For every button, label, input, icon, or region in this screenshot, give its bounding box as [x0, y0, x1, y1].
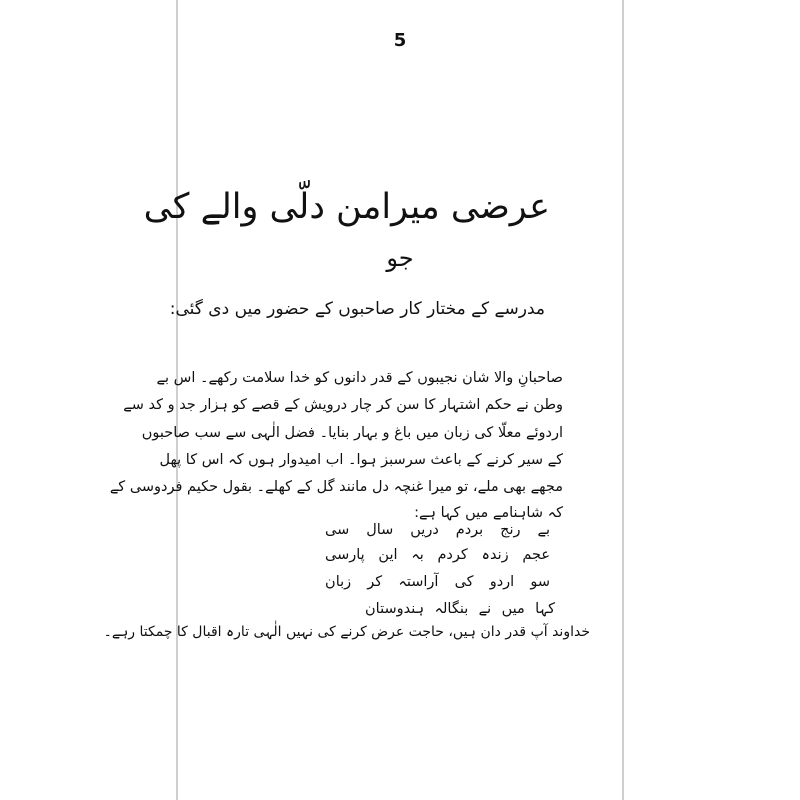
paragraph-line: مجھے بھی ملے، تو میرا غنچہ دل مانند گل کے کھلے۔ بقول حکیم فردوسی کے — [109, 479, 563, 495]
page-number: 5 — [393, 30, 407, 51]
verse-word: بردم — [455, 522, 484, 538]
verse-word: بنگالہ — [434, 601, 469, 617]
verse-word: کہا — [535, 601, 555, 617]
verse-word: بے — [537, 522, 550, 538]
verse-word: رنج — [500, 522, 521, 538]
verse-word: کر — [367, 574, 383, 590]
verse-word: بہ — [411, 547, 424, 563]
verse-word: ہندوستان — [365, 601, 425, 617]
verse-word: دریں — [410, 522, 439, 538]
paragraph-line: صاحبانِ والا شان نجیبوں کے قدر دانوں کو خدا سلامت رکھے۔ اس بے — [156, 370, 563, 386]
verse-line — [365, 599, 555, 619]
paragraph-line: کہ شاہنامے میں کہا ہے: — [414, 505, 563, 521]
page-title: عرضی میرامن دلّی والے کی — [143, 187, 550, 227]
verse-word: آراستہ — [398, 574, 439, 590]
verse-line — [325, 572, 550, 592]
verse-word: کی — [454, 574, 474, 590]
paragraph-line: کے سیر کرنے کے باعث سرسبز ہوا۔ اب امیدوار ہوں کہ اس کا پھل — [159, 452, 563, 468]
verse-word: سی — [325, 522, 350, 538]
page-subtitle: جو — [386, 244, 414, 272]
verse-word: اردو — [489, 574, 515, 590]
verse-word: سو — [530, 574, 550, 590]
verse-line — [325, 520, 550, 540]
verse-word: سال — [366, 522, 394, 538]
verse-word: زبان — [325, 574, 352, 590]
closing-line: خداوند آپ قدر دان ہیں، حاجت عرض کرنے کی نہیں الٰہی تارہ اقبال کا چمکتا رہے۔ — [103, 624, 590, 640]
verse-word: پارسی — [325, 547, 365, 563]
verse-word: زندہ — [481, 547, 509, 563]
paragraph-line: وطن نے حکم اشتہار کا سن کر چار درویش کے قصے کو ہزار جد و کد سے — [123, 397, 563, 413]
verse-line — [325, 545, 550, 565]
paragraph-line: اردوئے معلّا کی زبان میں باغ و بہار بنایا۔ فضل الٰہی سے سب صاحبوں — [141, 425, 563, 441]
verse-word: کردم — [437, 547, 468, 563]
verse-word: نے — [478, 601, 492, 617]
dedication-line: مدرسے کے مختار کار صاحبوں کے حضور میں دی گئی: — [169, 299, 545, 319]
verse-word: میں — [501, 601, 525, 617]
page-edge-right — [622, 0, 624, 800]
verse-word: عجم — [522, 547, 550, 563]
verse-word: این — [378, 547, 398, 563]
